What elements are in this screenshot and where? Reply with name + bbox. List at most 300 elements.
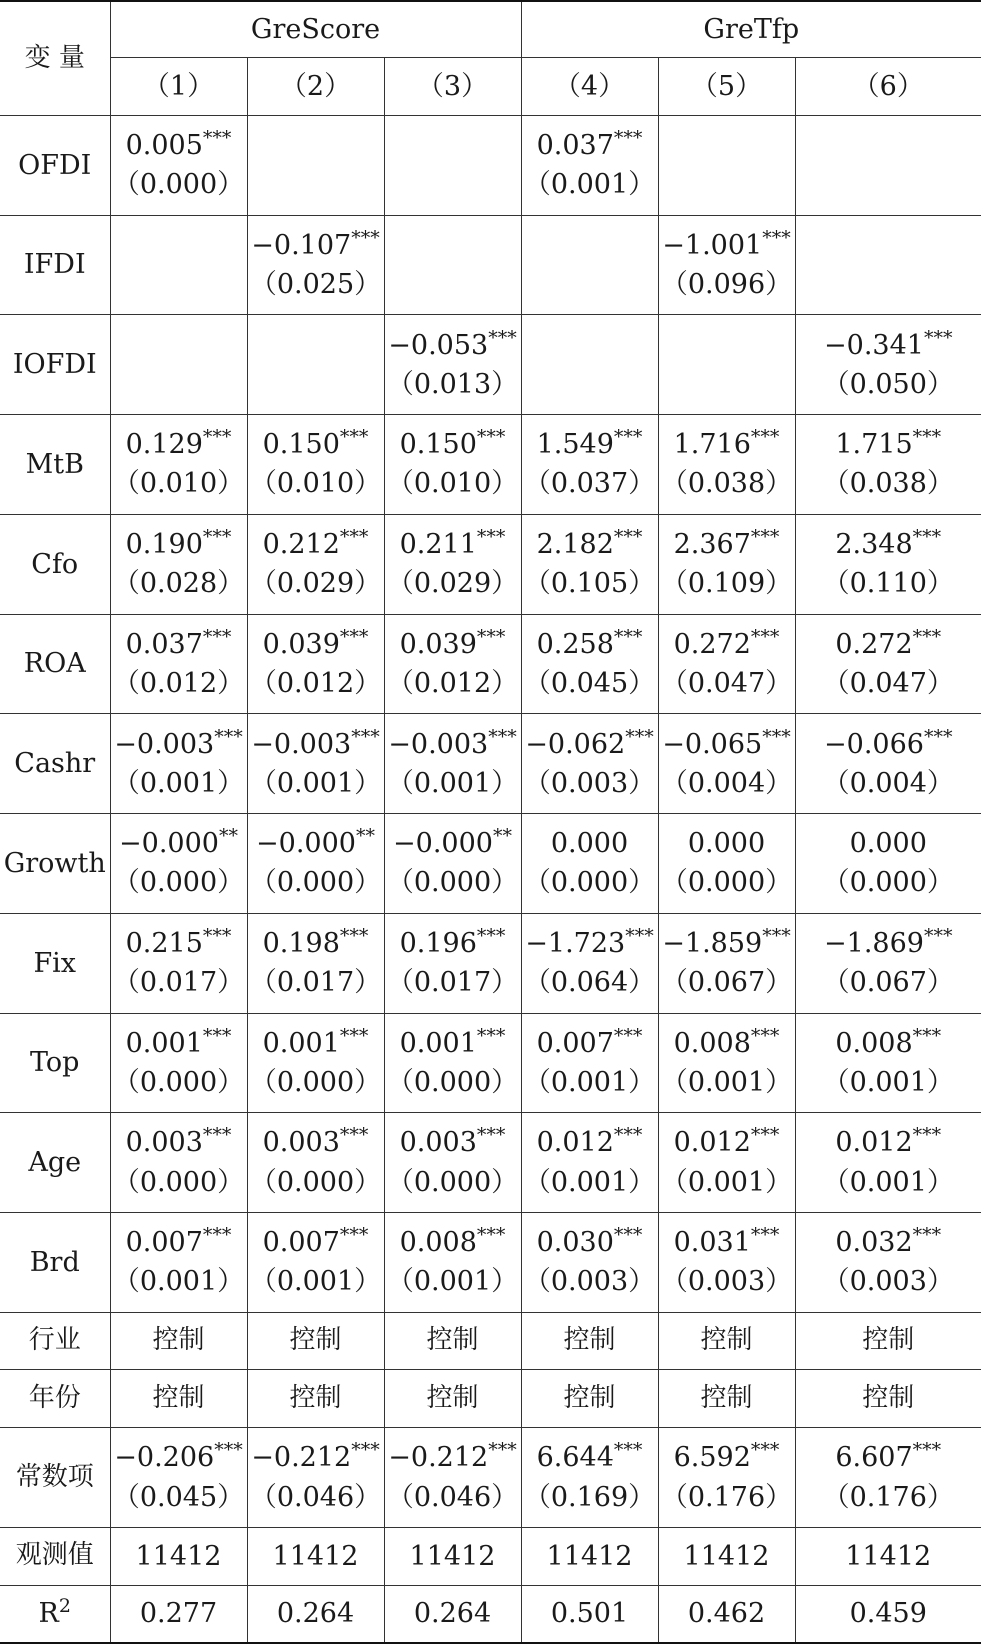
coefficient-value: 0.003: [125, 1127, 203, 1159]
coefficient: [659, 824, 795, 863]
significance-stars: ***: [339, 1024, 369, 1047]
coef-cell: [110, 1113, 247, 1213]
standard-error: （0.000）: [249, 867, 382, 899]
standard-error: （0.067）: [822, 967, 954, 999]
row-label: 观测值: [0, 1527, 110, 1585]
standard-error: （0.001）: [822, 1166, 954, 1198]
coefficient-value: 1.549: [536, 429, 614, 461]
coef-cell: [521, 415, 658, 515]
coefficient: [659, 1223, 795, 1262]
row-label: ROA: [0, 614, 110, 714]
significance-stars: ***: [613, 426, 643, 449]
coef-cell: [384, 814, 521, 914]
coef-cell: [658, 614, 795, 714]
coefficient: [796, 1024, 981, 1063]
coefficient-value: 0.190: [125, 529, 203, 561]
significance-stars: ***: [339, 925, 369, 948]
standard-error: （0.001）: [112, 1266, 245, 1298]
coefficient: [659, 924, 795, 963]
significance-stars: **: [492, 825, 512, 848]
coef-cell: [384, 614, 521, 714]
coefficient-value: 6.592: [673, 1442, 751, 1474]
significance-stars: ***: [202, 1024, 232, 1047]
coefficient: [522, 725, 658, 764]
coefficient-value: 0.008: [835, 1027, 913, 1059]
coefficient-value: 0.150: [399, 429, 477, 461]
coefficient-value: 0.037: [125, 628, 203, 660]
variable-row-top: [0, 1013, 981, 1113]
coef-cell: [247, 913, 384, 1013]
coefficient-value: 2.182: [536, 529, 614, 561]
significance-stars: ***: [476, 1124, 506, 1147]
coefficient-value: 0.030: [536, 1227, 614, 1259]
coefficient: [522, 1123, 658, 1162]
standard-error: （0.001）: [249, 767, 382, 799]
coef-cell: [521, 315, 658, 415]
standard-error: （0.012）: [386, 667, 519, 699]
coefficient-value: 1.716: [673, 429, 751, 461]
standard-error: （0.046）: [386, 1481, 519, 1513]
coef-cell: [658, 913, 795, 1013]
constant-row: [0, 1428, 981, 1528]
coef-cell: [247, 115, 384, 215]
coef-cell: [110, 1428, 247, 1528]
coefficient-value: −0.062: [525, 728, 626, 760]
value-cell: 控制: [247, 1312, 384, 1370]
significance-stars: ***: [625, 725, 654, 748]
significance-stars: ***: [613, 526, 643, 549]
coef-cell: [384, 215, 521, 315]
significance-stars: ***: [214, 725, 243, 748]
coefficient-value: −0.000: [393, 828, 493, 860]
significance-stars: ***: [202, 526, 232, 549]
value-cell: 11412: [247, 1527, 384, 1585]
significance-stars: ***: [750, 1224, 780, 1247]
significance-stars: ***: [750, 1024, 780, 1047]
coefficient: [385, 1024, 521, 1063]
coefficient-value: 0.012: [536, 1127, 614, 1159]
coefficient-value: −0.003: [388, 728, 489, 760]
significance-stars: ***: [750, 625, 780, 648]
coefficient: [659, 1438, 795, 1477]
significance-stars: ***: [476, 426, 506, 449]
coef-cell: [658, 115, 795, 215]
variable-row-growth: [0, 814, 981, 914]
significance-stars: ***: [912, 1224, 942, 1247]
value-cell: 控制: [384, 1370, 521, 1428]
standard-error: （0.000）: [112, 1166, 245, 1198]
coefficient-value: 0.007: [125, 1227, 203, 1259]
row-label: 常数项: [0, 1428, 110, 1528]
coef-cell: [110, 614, 247, 714]
significance-stars: ***: [488, 1439, 517, 1462]
coef-cell: [384, 315, 521, 415]
value-cell: 0.462: [658, 1585, 795, 1643]
coef-cell: [384, 913, 521, 1013]
coefficient: [659, 1123, 795, 1162]
coef-cell: [384, 514, 521, 614]
coef-cell: [247, 315, 384, 415]
coef-cell: [658, 215, 795, 315]
standard-error: （0.000）: [523, 867, 656, 899]
coef-cell: [110, 714, 247, 814]
significance-stars: ***: [613, 1124, 643, 1147]
significance-stars: ***: [476, 925, 506, 948]
variable-row-fix: [0, 913, 981, 1013]
column-number: （4）: [521, 58, 658, 116]
coef-cell: [247, 514, 384, 614]
coefficient-value: 0.039: [399, 628, 477, 660]
standard-error: （0.000）: [249, 1166, 382, 1198]
standard-error: （0.000）: [112, 1066, 245, 1098]
significance-stars: ***: [750, 426, 780, 449]
coefficient: [659, 625, 795, 664]
row-label: IOFDI: [0, 315, 110, 415]
coefficient: [111, 1123, 247, 1162]
control-row: [0, 1370, 981, 1428]
standard-error: （0.169）: [523, 1481, 656, 1513]
coefficient-value: 1.715: [835, 429, 913, 461]
coefficient: [522, 1223, 658, 1262]
significance-stars: ***: [476, 1224, 506, 1247]
value-cell: 控制: [795, 1370, 981, 1428]
standard-error: （0.028）: [112, 568, 245, 600]
standard-error: （0.067）: [660, 967, 793, 999]
coef-cell: [658, 315, 795, 415]
header-row-groups: [0, 1, 981, 58]
variable-row-cashr: [0, 714, 981, 814]
coef-cell: [658, 514, 795, 614]
coef-cell: [658, 1428, 795, 1528]
coefficient: [248, 425, 384, 464]
coef-cell: [521, 1113, 658, 1213]
coef-cell: [384, 1213, 521, 1313]
variable-row-iofdi: [0, 315, 981, 415]
row-label: IFDI: [0, 215, 110, 315]
coef-cell: [247, 614, 384, 714]
coef-cell: [795, 514, 981, 614]
coefficient: [248, 725, 384, 764]
coefficient: [111, 425, 247, 464]
coef-cell: [521, 514, 658, 614]
significance-stars: ***: [912, 526, 942, 549]
coef-cell: [384, 115, 521, 215]
column-number: （2）: [247, 58, 384, 116]
coefficient: [248, 1024, 384, 1063]
value-cell: 控制: [658, 1370, 795, 1428]
coefficient: [796, 924, 981, 963]
value-cell: 控制: [658, 1312, 795, 1370]
coefficient: [659, 226, 795, 265]
significance-stars: ***: [476, 625, 506, 648]
standard-error: （0.046）: [249, 1481, 382, 1513]
standard-error: （0.038）: [660, 468, 793, 500]
row-label: OFDI: [0, 115, 110, 215]
standard-error: （0.003）: [660, 1266, 793, 1298]
column-number: （3）: [384, 58, 521, 116]
significance-stars: ***: [613, 1024, 643, 1047]
coef-cell: [110, 215, 247, 315]
significance-stars: **: [355, 825, 375, 848]
coefficient: [796, 425, 981, 464]
significance-stars: ***: [750, 1439, 780, 1462]
coefficient-value: 0.008: [399, 1227, 477, 1259]
coefficient: [385, 725, 521, 764]
coef-cell: [795, 714, 981, 814]
coefficient: [248, 924, 384, 963]
row-label: 年份: [0, 1370, 110, 1428]
control-row: [0, 1312, 981, 1370]
coefficient: [385, 625, 521, 664]
coef-cell: [795, 415, 981, 515]
standard-error: （0.029）: [386, 568, 519, 600]
significance-stars: ***: [339, 526, 369, 549]
significance-stars: ***: [923, 925, 953, 948]
coefficient-value: 0.012: [835, 1127, 913, 1159]
coefficient: [796, 625, 981, 664]
standard-error: （0.029）: [249, 568, 382, 600]
coefficient: [385, 1438, 521, 1477]
coefficient: [659, 425, 795, 464]
coefficient: [796, 725, 981, 764]
coef-cell: [521, 215, 658, 315]
standard-error: （0.001）: [386, 767, 519, 799]
coef-cell: [247, 215, 384, 315]
standard-error: （0.012）: [249, 667, 382, 699]
value-cell: 控制: [110, 1312, 247, 1370]
coef-cell: [795, 913, 981, 1013]
coef-cell: [247, 714, 384, 814]
value-cell: 0.277: [110, 1585, 247, 1643]
row-label: Cashr: [0, 714, 110, 814]
standard-error: （0.003）: [523, 767, 656, 799]
coefficient-value: 2.367: [673, 529, 751, 561]
standard-error: （0.000）: [249, 1066, 382, 1098]
significance-stars: ***: [750, 1124, 780, 1147]
coef-cell: [384, 415, 521, 515]
significance-stars: **: [218, 825, 238, 848]
significance-stars: ***: [912, 1439, 942, 1462]
coef-cell: [658, 415, 795, 515]
significance-stars: ***: [912, 1024, 942, 1047]
significance-stars: ***: [923, 725, 953, 748]
value-cell: 控制: [521, 1370, 658, 1428]
coefficient: [111, 625, 247, 664]
coefficient: [248, 824, 384, 863]
value-cell: 控制: [384, 1312, 521, 1370]
coefficient-value: −0.341: [824, 329, 924, 361]
standard-error: （0.001）: [386, 1266, 519, 1298]
standard-error: （0.010）: [249, 468, 382, 500]
value-cell: 控制: [795, 1312, 981, 1370]
coef-cell: [795, 1213, 981, 1313]
coef-cell: [658, 1113, 795, 1213]
standard-error: （0.001）: [523, 169, 656, 201]
coefficient-value: 0.005: [125, 130, 203, 162]
coef-cell: [521, 714, 658, 814]
standard-error: （0.001）: [660, 1066, 793, 1098]
r-squared-label: R: [38, 1598, 59, 1630]
coefficient: [385, 824, 521, 863]
significance-stars: ***: [613, 1439, 643, 1462]
significance-stars: ***: [488, 326, 517, 349]
significance-stars: ***: [202, 625, 232, 648]
significance-stars: ***: [613, 625, 643, 648]
coefficient-value: 0.150: [262, 429, 340, 461]
coefficient-value: −0.212: [388, 1442, 489, 1474]
coefficient: [659, 1024, 795, 1063]
coefficient: [385, 1123, 521, 1162]
standard-error: （0.001）: [822, 1066, 954, 1098]
coefficient-value: 0.198: [262, 928, 340, 960]
coefficient: [248, 226, 384, 265]
coef-cell: [521, 115, 658, 215]
standard-error: （0.001）: [523, 1166, 656, 1198]
coef-cell: [384, 1113, 521, 1213]
row-label: MtB: [0, 415, 110, 515]
standard-error: （0.012）: [112, 667, 245, 699]
coefficient-value: 0.007: [262, 1227, 340, 1259]
coef-cell: [795, 1428, 981, 1528]
coefficient: [385, 525, 521, 564]
coefficient: [248, 525, 384, 564]
coef-cell: [384, 1428, 521, 1528]
standard-error: （0.105）: [523, 568, 656, 600]
coefficient-value: 2.348: [835, 529, 913, 561]
standard-error: （0.109）: [660, 568, 793, 600]
coefficient-value: −0.107: [251, 229, 352, 261]
table-body: [0, 1, 981, 1643]
coefficient-value: −0.000: [256, 828, 356, 860]
value-cell: 11412: [110, 1527, 247, 1585]
coef-cell: [384, 714, 521, 814]
coefficient: [111, 126, 247, 165]
value-cell: 11412: [658, 1527, 795, 1585]
coefficient-value: −0.212: [251, 1442, 352, 1474]
standard-error: （0.176）: [822, 1481, 954, 1513]
row-label: Top: [0, 1013, 110, 1113]
coefficient-value: 0.001: [399, 1027, 477, 1059]
header-row-columns: [0, 58, 981, 116]
coef-cell: [247, 415, 384, 515]
coefficient: [111, 1438, 247, 1477]
coefficient: [385, 924, 521, 963]
r-squared-row: [0, 1585, 981, 1643]
standard-error: （0.000）: [112, 169, 245, 201]
significance-stars: ***: [476, 526, 506, 549]
coef-cell: [658, 714, 795, 814]
coefficient: [111, 824, 247, 863]
standard-error: （0.004）: [822, 767, 954, 799]
significance-stars: ***: [202, 1124, 232, 1147]
significance-stars: ***: [750, 526, 780, 549]
coefficient-value: 0.039: [262, 628, 340, 660]
coefficient: [111, 525, 247, 564]
coef-cell: [658, 1013, 795, 1113]
row-label: Cfo: [0, 514, 110, 614]
coefficient-value: 0.000: [550, 828, 629, 860]
coefficient-value: 0.032: [835, 1227, 913, 1259]
row-label: Fix: [0, 913, 110, 1013]
significance-stars: ***: [762, 725, 791, 748]
variable-row-brd: [0, 1213, 981, 1313]
standard-error: （0.017）: [386, 967, 519, 999]
coefficient-value: 0.272: [673, 628, 751, 660]
coef-cell: [247, 1113, 384, 1213]
column-number: （5）: [658, 58, 795, 116]
significance-stars: ***: [202, 925, 232, 948]
significance-stars: ***: [488, 725, 517, 748]
significance-stars: ***: [339, 1224, 369, 1247]
coefficient: [385, 1223, 521, 1262]
coefficient-value: −1.859: [662, 928, 763, 960]
coefficient-value: 0.215: [125, 928, 203, 960]
coefficient: [522, 625, 658, 664]
coefficient-value: −0.065: [662, 728, 763, 760]
standard-error: （0.025）: [249, 269, 382, 301]
coefficient-value: −0.000: [119, 828, 219, 860]
coef-cell: [110, 115, 247, 215]
coefficient-value: 0.211: [399, 529, 477, 561]
significance-stars: ***: [202, 127, 232, 150]
standard-error: （0.047）: [822, 667, 954, 699]
coefficient-value: 6.644: [536, 1442, 614, 1474]
coefficient-value: 0.003: [399, 1127, 477, 1159]
coefficient: [522, 924, 658, 963]
standard-error: （0.047）: [660, 667, 793, 699]
coefficient: [522, 126, 658, 165]
coef-cell: [795, 814, 981, 914]
coefficient: [111, 725, 247, 764]
coef-cell: [521, 814, 658, 914]
significance-stars: ***: [339, 426, 369, 449]
standard-error: （0.000）: [660, 867, 793, 899]
standard-error: （0.176）: [660, 1481, 793, 1513]
significance-stars: ***: [625, 925, 654, 948]
significance-stars: ***: [202, 426, 232, 449]
coefficient: [111, 924, 247, 963]
standard-error: （0.000）: [112, 867, 245, 899]
standard-error: （0.045）: [523, 667, 656, 699]
coefficient-value: −0.066: [824, 728, 924, 760]
value-cell: 控制: [110, 1370, 247, 1428]
coefficient-value: 0.258: [536, 628, 614, 660]
coef-cell: [521, 1213, 658, 1313]
standard-error: （0.013）: [386, 368, 519, 400]
coef-cell: [795, 1113, 981, 1213]
standard-error: （0.010）: [386, 468, 519, 500]
standard-error: （0.010）: [112, 468, 245, 500]
coefficient: [111, 1024, 247, 1063]
coefficient: [796, 326, 981, 365]
coef-cell: [795, 215, 981, 315]
coef-cell: [795, 115, 981, 215]
significance-stars: ***: [613, 127, 643, 150]
coefficient-value: 0.000: [849, 828, 927, 860]
significance-stars: ***: [351, 725, 380, 748]
standard-error: （0.003）: [523, 1266, 656, 1298]
value-cell: 11412: [384, 1527, 521, 1585]
coefficient-value: −0.003: [251, 728, 352, 760]
standard-error: （0.050）: [822, 368, 954, 400]
standard-error: （0.000）: [822, 867, 954, 899]
value-cell: 控制: [247, 1370, 384, 1428]
significance-stars: ***: [476, 1024, 506, 1047]
coef-cell: [110, 913, 247, 1013]
coefficient-value: 0.001: [262, 1027, 340, 1059]
coefficient: [522, 1024, 658, 1063]
coefficient-value: −0.206: [114, 1442, 215, 1474]
